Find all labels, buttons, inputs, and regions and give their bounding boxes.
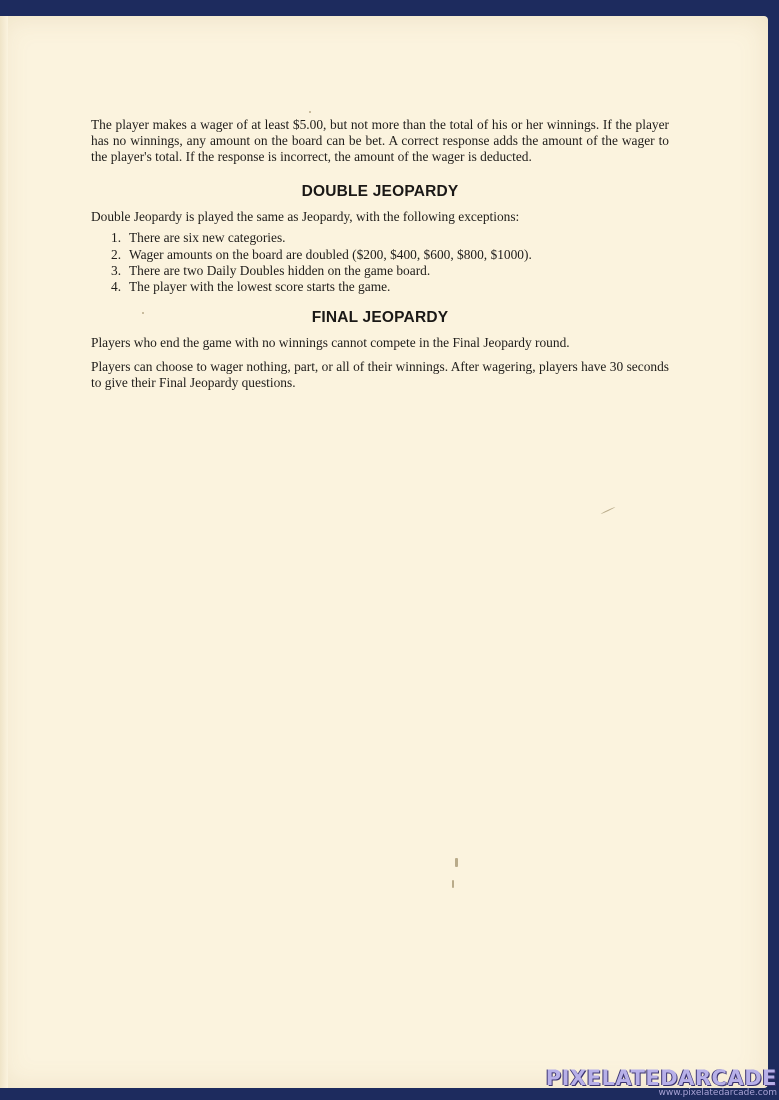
list-item bbox=[111, 230, 669, 246]
final-jeopardy-paragraph-1: Players who end the game with no winnings cannot compete in the Final Jeopardy round. bbox=[91, 334, 570, 350]
list-number: 3. bbox=[111, 262, 122, 278]
list-item bbox=[111, 246, 669, 263]
list-text: The player with the lowest score starts the game. bbox=[129, 278, 391, 294]
paper-speck bbox=[309, 111, 311, 113]
final-jeopardy-heading: FINAL JEOPARDY bbox=[311, 308, 449, 326]
watermark-title: PIXELATEDARCADE bbox=[545, 1066, 777, 1090]
watermark-url: www.pixelatedarcade.com bbox=[658, 1088, 777, 1098]
list-number: 1. bbox=[111, 230, 122, 246]
watermark-logo bbox=[546, 1066, 777, 1098]
paper-speck bbox=[452, 880, 454, 888]
list-number: 2. bbox=[111, 246, 122, 262]
double-jeopardy-heading: DOUBLE JEOPARDY bbox=[301, 183, 459, 201]
list-item bbox=[111, 278, 669, 295]
list-text: There are two Daily Doubles hidden on the game board. bbox=[129, 262, 431, 278]
paper-speck bbox=[455, 858, 458, 867]
list-text: Wager amounts on the board are doubled ($200, $400, $600, $800, $1000). bbox=[129, 246, 532, 262]
list-item bbox=[111, 262, 669, 279]
double-jeopardy-intro: Double Jeopardy is played the same as Jeopardy, with the following exceptions: bbox=[91, 209, 520, 225]
list-number: 4. bbox=[111, 278, 122, 294]
final-jeopardy-paragraph-2: Players can choose to wager nothing, part, or all of their winnings. After wagering, players have 30 seconds to give their Final Jeopardy questions. bbox=[91, 359, 669, 391]
wager-paragraph: The player makes a wager of at least $5.00, but not more than the total of his or her winnings. If the player has no winnings, any amount on the board can be bet. A correct response adds the amount of the wager to the player's total. If the response is incorrect, the amount of the wager is deducted. bbox=[91, 117, 669, 165]
page-fold-edge bbox=[0, 16, 8, 1088]
list-text: There are six new categories. bbox=[129, 230, 286, 246]
document-body bbox=[91, 117, 669, 391]
double-jeopardy-rules bbox=[91, 230, 669, 294]
